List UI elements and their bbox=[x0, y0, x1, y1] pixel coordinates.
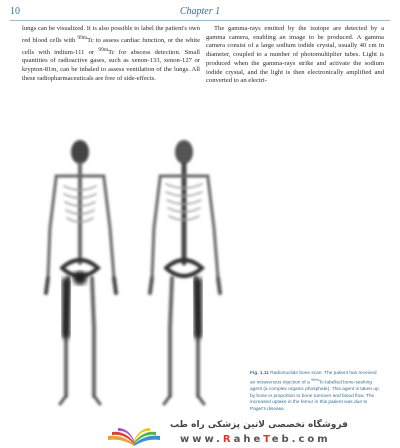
page-header bbox=[10, 6, 390, 20]
left-text-column bbox=[22, 25, 200, 84]
chapter-title: Chapter 1 bbox=[179, 6, 221, 17]
figure-label: Fig. 1.11 bbox=[250, 371, 269, 376]
femur-hot-spot-anterior bbox=[62, 278, 70, 338]
book-logo-icon bbox=[104, 420, 164, 446]
left-paragraph: lungs can be visualized. It is also possible to label the patient's own red blood cells with $^{99m}$Tc to assess cardiac function, or the white cells with indium-111 or $^{99m}$Tc for abscess detection. Small quantities of radioactive gases, such as xenon-133, xenon-127 or krypton-81m, can be inhaled to assess ventilation of the lungs. All these radiopharmaceuticals are free of side-effects. bbox=[22, 25, 200, 82]
watermark-url: www.RaheTeb.com bbox=[180, 434, 331, 445]
page-number: 10 bbox=[10, 6, 20, 17]
right-paragraph: The gamma-rays emitted by the isotope are detected by a gamma camera, enabling an image to be produced. A gamma camera consist of a large sodium iodide crystal, usually 40 cm in diameter, coupled to a number of photomultiplier tubes. Light is produced when the gamma-rays strike and activate the sodium iodide crystal, and the light is then electronically amplified and converted to an electri- bbox=[206, 25, 384, 85]
figure-caption: Fig. 1.11 Radionuclide bone scan. The patient has received an intravenous injection of a $^{99m}$Tc-labelled bone-seeking agent (a complex organic phosphate). This agent is taken up by bone in proportion to bone turnover and blood flow. The increased uptake in the femur in this patient was due to Paget's disease. bbox=[250, 371, 379, 412]
femur-hot-spot-posterior bbox=[194, 278, 202, 338]
watermark-footer bbox=[0, 418, 400, 448]
right-text-column bbox=[206, 25, 384, 86]
posterior-skeleton-image bbox=[150, 140, 220, 404]
header-rule bbox=[10, 20, 390, 21]
watermark-persian-text: فروشگاه تخصصی لاتین پزشکی راه طب bbox=[170, 420, 348, 430]
